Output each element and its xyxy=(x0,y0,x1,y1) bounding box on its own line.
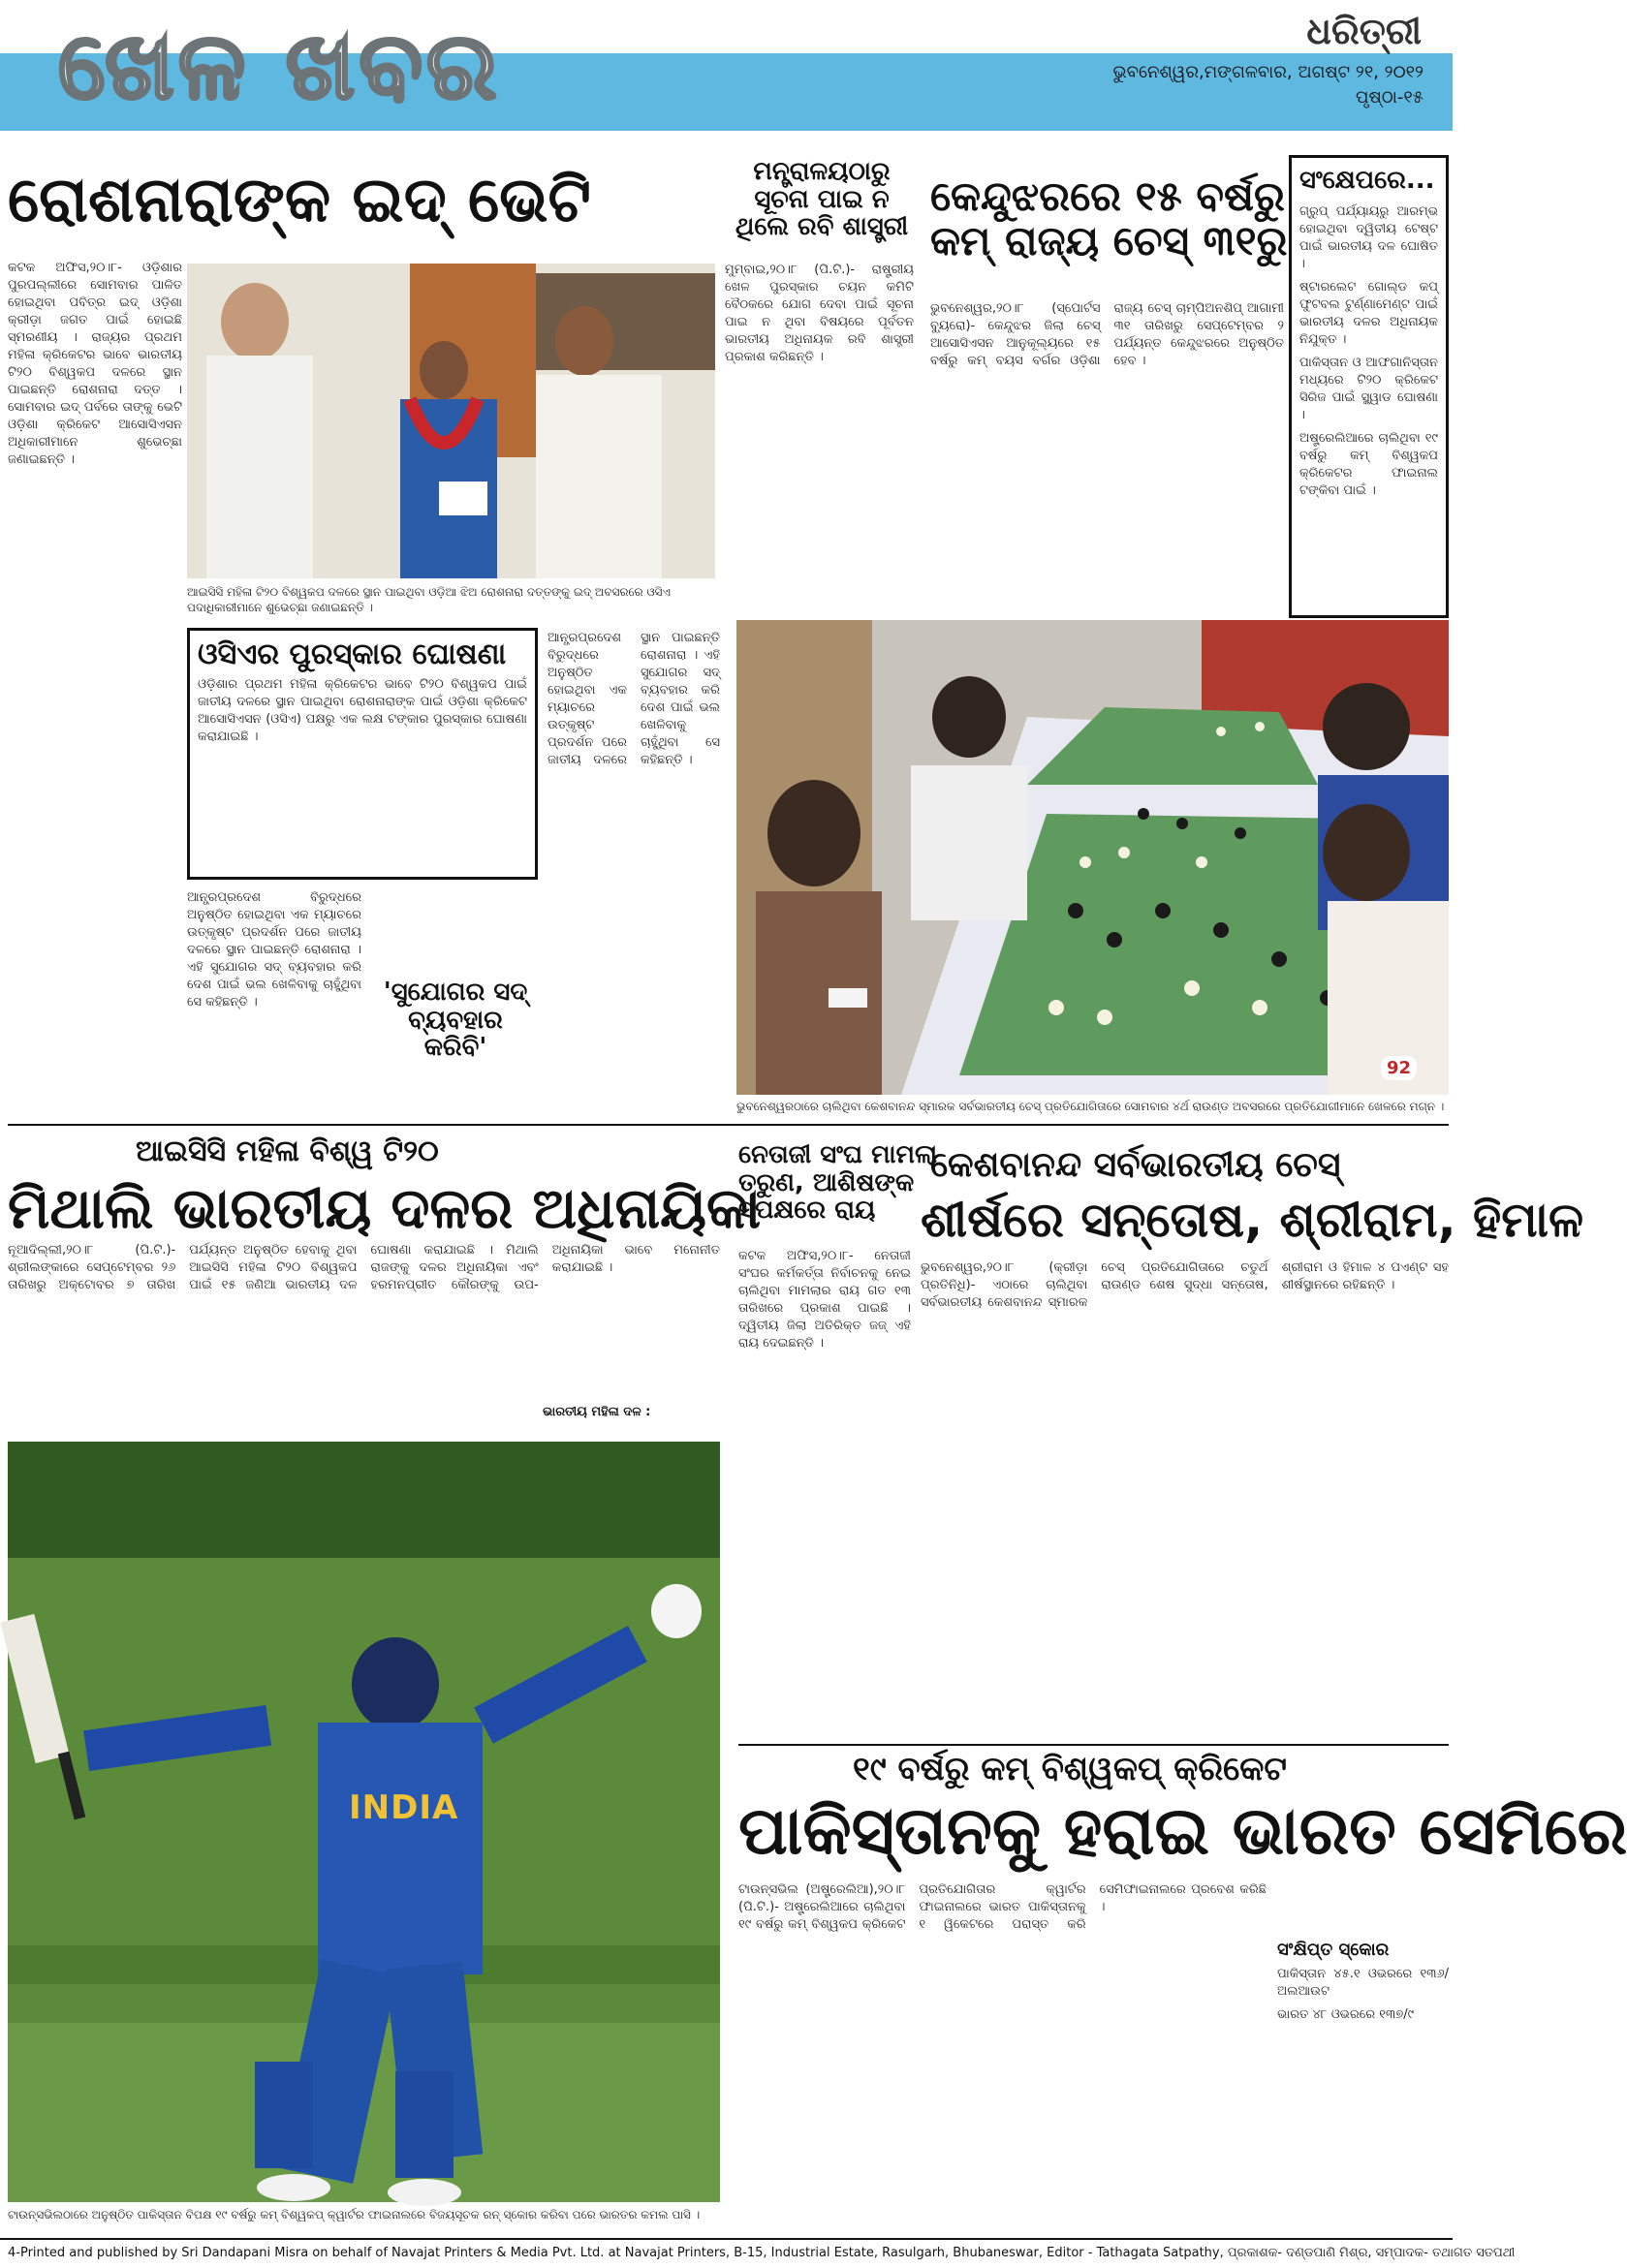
story1-headline: ରୋଶନାରାଙ୍କ ଇଦ୍ ଭେଟି xyxy=(8,165,591,236)
story7-body: ଭୁବନେଶ୍ୱର,୨୦।୮ (କ୍ରୀଡ଼ା ପ୍ରତିନିଧି)- ଏଠାରେ ଚାଲିଥିବା ସର୍ବଭାରତୀୟ କେଶବାନନ୍ଦ ସ୍ମାରକ ଚେସ୍ ପ୍ରତିଯୋଗିତାରେ ଚତୁର୍ଥ ରାଉଣ୍ଡ ଶେଷ ସୁଦ୍ଧା ସନ୍ତୋଷ, ଶ୍ରୀରାମ ଓ ହିମାଳ ୪ ପଏଣ୍ଟ ସହ ଶୀର୍ଷସ୍ଥାନରେ ରହିଛନ୍ତି । xyxy=(921,1260,1449,1310)
masthead xyxy=(0,0,1453,136)
dateline xyxy=(1113,60,1424,110)
scoreboard-box xyxy=(1277,1881,1449,2230)
brief-item: ପାକିସ୍ତାନ ଓ ଆଫଗାନିସ୍ତାନ ମଧ୍ୟରେ ଟି୨୦ କ୍ରିକେଟ ସିରିଜ ପାଇଁ ସ୍କ୍ୱାଡ ଘୋଷଣା । xyxy=(1299,356,1438,422)
cricket-photo-caption: ଟାଉନ୍ସଭିଲଠାରେ ଅନୁଷ୍ଠିତ ପାକିସ୍ତାନ ବିପକ୍ଷ ୧୯ ବର୍ଷରୁ କମ୍ ବିଶ୍ୱକପ୍ କ୍ୱାର୍ଟର ଫାଇନାଲରେ ବିଜୟସୂଚକ ରନ୍ ସ୍କୋର କରିବା ପରେ ଭାରତର କମଲ ପାସି । xyxy=(8,2208,701,2221)
story2-headline xyxy=(725,158,919,241)
brief-item: ଅଷ୍ଟ୍ରେଲିଆରେ ଚାଲିଥିବା ୧୯ ବର୍ଷରୁ କମ୍ ବିଶ୍ୱକପ କ୍ରିକେଟର ଫାଇନାଲ ଟଙ୍କିବା ପାଇଁ । xyxy=(1299,431,1438,498)
brief-title: ସଂକ୍ଷେପରେ... xyxy=(1299,166,1435,195)
story6-headline-line3: ସପକ୍ଷରେ ରାୟ xyxy=(738,1196,876,1226)
board-number-tag: 92 xyxy=(1381,1056,1417,1080)
newspaper-logo: ଧରିତ୍ରୀ xyxy=(1306,10,1422,52)
story8-headline: ପାକିସ୍ତାନକୁ ହରାଇ ଭାରତ ସେମିରେ xyxy=(738,1793,1627,1870)
story4-body: ଓଡ଼ିଶାର ପ୍ରଥମ ମହିଳା କ୍ରିକେଟର ଭାବେ ଟି୨୦ ବିଶ୍ୱକପ ପାଇଁ ଜାତୀୟ ଦଳରେ ସ୍ଥାନ ପାଇଥିବା ରୋଶନାରାଙ୍କ ପାଇଁ ଓଡ଼ିଶା କ୍ରିକେଟ ଆସୋସିଏସନ (ଓସିଏ) ପକ୍ଷରୁ ଏକ ଲକ୍ଷ ଟଙ୍କାର ପୁରସ୍କାର ଘୋଷଣା କରାଯାଇଛି । xyxy=(198,677,527,744)
brief-box xyxy=(1289,155,1449,618)
jersey-text: INDIA xyxy=(349,1788,459,1827)
story4-box xyxy=(187,628,538,880)
story4-body2: ଆନ୍ଧ୍ରପ୍ରଦେଶ ବିରୁଦ୍ଧରେ ଅନୁଷ୍ଠିତ ହୋଇଥିବା ଏକ ମ୍ୟାଚରେ ଉତ୍କୃଷ୍ଟ ପ୍ରଦର୍ଶନ ପରେ ଜାତୀୟ ଦଳରେ ସ୍ଥାନ ପାଇଛନ୍ତି ରୋଶନାରା । ଏହି ସୁଯୋଗର ସଦ୍ ବ୍ୟବହାର କରି ଦେଶ ପାଇଁ ଭଲ ଖେଳିବାକୁ ଚାହୁଁଥିବା ସେ କହିଛନ୍ତି । xyxy=(187,890,361,1010)
score-item: ଭାରତ ୪୮ ଓଭରରେ ୧୩୭/୯ xyxy=(1277,2007,1415,2022)
brief-item: ଷ୍ଟାରଲେଟ ଗୋଲ୍ଡ କପ୍ ଫୁଟବଲ ଟୁର୍ଣ୍ଣାମେଣ୍ଟ ପାଇଁ ଭାରତୀୟ ଦଳର ଅଧିନାୟକ ନିଯୁକ୍ତ । xyxy=(1299,280,1438,347)
story7-headline-line1: କେଶବାନନ୍ଦ ସର୍ବଭାରତୀୟ ଚେସ୍ xyxy=(930,1145,1341,1185)
cricketer-celebration-photo xyxy=(8,1442,720,2202)
story6-headline-line1: ନେତାଜୀ ସଂଘ ମାମଲା xyxy=(738,1140,938,1169)
story3-headline xyxy=(930,172,1288,265)
story2-headline-line3: ଥିଲେ ରବି ଶାସ୍ତ୍ରୀ xyxy=(735,212,909,242)
chess-photo-caption: ଭୁବନେଶ୍ୱରଠାରେ ଚାଲିଥିବା କେଶବାନନ୍ଦ ସ୍ମାରକ ସର୍ବଭାରତୀୟ ଚେସ୍ ପ୍ରତିଯୋଗିତାରେ ସୋମବାର ୪ର୍ଥ ରାଉଣ୍ଡ ଅବସରରେ ପ୍ରତିଯୋଗୀମାନେ ଖେଳରେ ମଗ୍ନ । xyxy=(736,1100,1445,1113)
story6-headline xyxy=(738,1140,938,1226)
story2-headline-line1: ମନ୍ତ୍ରାଳୟଠାରୁ xyxy=(753,157,891,186)
section-divider xyxy=(8,1124,1449,1126)
story6-body: କଟକ ଅଫିସ,୨୦।୮- ନେତାଜୀ ସଂଘର କର୍ମକର୍ତ୍ତା ନିର୍ବାଚନକୁ ନେଇ ଚାଲିଥିବା ମାମଲାର ରାୟ ଗତ ୧୩ ତାରିଖରେ ପ୍ରକାଶ ପାଇଛି । ଦ୍ୱିତୀୟ ଜିଲା ଅତିରିକ୍ତ ଜଜ୍ ଏହି ରାୟ ଦେଇଛନ୍ତି । xyxy=(738,1249,911,1351)
story8-kicker: ୧୯ ବର୍ଷରୁ କମ୍ ବିଶ୍ୱକପ୍ କ୍ରିକେଟ xyxy=(853,1750,1287,1788)
story1-body: କଟକ ଅଫିସ,୨୦।୮- ଓଡ଼ିଶାର ପୁରପଲ୍ଲୀରେ ସୋମବାର ପାଳିତ ହୋଇଥିବା ପବିତ୍ର ଇଦ୍ ଓଡ଼ିଶା କ୍ରୀଡ଼ା ଜଗତ ପାଇଁ ହୋଇଛି ସ୍ମରଣୀୟ । ରାଜ୍ୟର ପ୍ରଥମ ମହିଳା କ୍ରିକେଟର ଭାବେ ଭାରତୀୟ ଟି୨୦ ବିଶ୍ୱକପ ଦଳରେ ସ୍ଥାନ ପାଇଛନ୍ତି ରୋଶନାରା ଦତ୍ତ । ସୋମବାର ଇଦ୍ ପର୍ବରେ ତାଙ୍କୁ ଭେଟି ଓଡ଼ିଶା କ୍ରିକେଟ ଆସୋସିଏସନ ଅଧିକାରୀମାନେ ଶୁଭେଚ୍ଛା ଜଣାଇଛନ୍ତି । xyxy=(8,261,182,467)
story4-continued: ଆନ୍ଧ୍ରପ୍ରଦେଶ ବିରୁଦ୍ଧରେ ଅନୁଷ୍ଠିତ ହୋଇଥିବା ଏକ ମ୍ୟାଚରେ ଉତ୍କୃଷ୍ଟ ପ୍ରଦର୍ଶନ ପରେ ଜାତୀୟ ଦଳରେ ସ୍ଥାନ ପାଇଛନ୍ତି ରୋଶନାରା । ଏହି ସୁଯୋଗର ସଦ୍ ବ୍ୟବହାର କରି ଦେଶ ପାଇଁ ଭଲ ଖେଳିବାକୁ ଚାହୁଁଥିବା ସେ କହିଛନ୍ତି । xyxy=(548,631,720,767)
story3-body: ଭୁବନେଶ୍ୱର,୨୦।୮ (ସ୍ପୋର୍ଟସ ବ୍ୟୁରୋ)- କେନ୍ଦୁଝର ଜିଲା ଚେସ୍ ଆସୋସିଏସନ ଆନୁକୂଲ୍ୟରେ ୧୫ ବର୍ଷରୁ କମ୍ ବୟସ ବର୍ଗର ଓଡ଼ିଶା ରାଜ୍ୟ ଚେସ୍ ଚାମ୍ପିଅନଶିପ୍ ଆଗାମୀ ୩୧ ତାରିଖରୁ ସେପ୍ଟେମ୍ବର ୨ ପର୍ଯ୍ୟନ୍ତ କେନ୍ଦୁଝରରେ ଅନୁଷ୍ଠିତ ହେବ । xyxy=(930,301,1284,368)
date-text: ଭୁବନେଶ୍ୱର,ମଙ୍ଗଳବାର, ଅଗଷ୍ଟ ୨୧, ୨୦୧୨ xyxy=(1112,62,1424,82)
story5-headline: ମିଥାଲି ଭାରତୀୟ ଦଳର ଅଧିନାୟିକା xyxy=(8,1175,762,1241)
story5-body: ନୂଆଦିଲ୍ଲୀ,୨୦।୮ (ପି.ଟି.)- ଶ୍ରୀଲଙ୍କାରେ ସେପ୍ଟେମ୍ବର ୨୬ ତାରିଖରୁ ଅକ୍ଟୋବର ୭ ତାରିଖ ପର୍ଯ୍ୟନ୍ତ ଅନୁଷ୍ଠିତ ହେବାକୁ ଥିବା ଆଇସିସି ମହିଳା ଟି୨୦ ବିଶ୍ୱକପ ପାଇଁ ୧୫ ଜଣିଆ ଭାରତୀୟ ଦଳ ଘୋଷଣା କରାଯାଇଛି । ମିଥାଲି ରାଜଙ୍କୁ ଦଳର ଅଧିନାୟିକା ଏବଂ ହରମନପ୍ରୀତ କୌରଙ୍କୁ ଉପ-ଅଧିନାୟିକା ଭାବେ ମନୋନୀତ କରାଯାଇଛି । xyxy=(8,1243,720,1292)
story2-body: ମୁମ୍ବାଇ,୨୦।୮ (ପି.ଟି.)- ରାଷ୍ଟ୍ରୀୟ ଖେଳ ପୁରସ୍କାର ଚୟନ କମିଟି ବୈଠକରେ ଯୋଗ ଦେବା ପାଇଁ ସୂଚନା ପାଇ ନ ଥିବା ବିଷୟରେ ପୂର୍ବତନ ଭାରତୀୟ ଅଧିନାୟକ ରବି ଶାସ୍ତ୍ରୀ ପ୍ରକାଶ କରିଛନ୍ତି । xyxy=(725,263,914,364)
story8-body: ଟାଉନ୍ସଭିଲ (ଅଷ୍ଟ୍ରେଲିଆ),୨୦।୮ (ପି.ଟି.)- ଅଷ୍ଟ୍ରେଲିଆରେ ଚାଲିଥିବା ୧୯ ବର୍ଷରୁ କମ୍ ବିଶ୍ୱକପ କ୍ରିକେଟ ପ୍ରତିଯୋଗିତାର କ୍ୱାର୍ଟର ଫାଇନାଲରେ ଭାରତ ପାକିସ୍ତାନକୁ ୧ ୱିକେଟରେ ପରାସ୍ତ କରି ସେମିଫାଇନାଲରେ ପ୍ରବେଶ କରିଛି । xyxy=(738,1882,1267,1932)
section-divider xyxy=(738,1744,1449,1746)
story7-headline-line2: ଶୀର୍ଷରେ ସନ୍ତୋଷ, ଶ୍ରୀରାମ, ହିମାଳ xyxy=(921,1192,1584,1248)
story1-photo-caption: ଆଇସିସି ମହିଳା ଟି୨୦ ବିଶ୍ୱକପ ଦଳରେ ସ୍ଥାନ ପାଇଥିବା ଓଡ଼ିଆ ଝିଅ ରୋଶନାରା ଦତ୍ତଙ୍କୁ ଇଦ୍ ଅବସରରେ ଓସିଏ ପଦାଧିକାରୀମାନେ ଶୁଭେଚ୍ଛା ଜଣାଇଛନ୍ତି । xyxy=(187,585,671,614)
story4-subhead: 'ସୁଯୋଗର ସଦ୍ ବ୍ୟବହାର କରିବି' xyxy=(383,978,528,1063)
story5-team-label: ଭାରତୀୟ ମହିଳା ଦଳ : xyxy=(543,1405,651,1419)
story6-headline-line2: ତରୁଣ, ଆଶିଷଙ୍କ xyxy=(738,1167,915,1197)
story4-headline: ଓସିଏର ପୁରସ୍କାର ଘୋଷଣା xyxy=(198,637,507,671)
scoreboard-title: ସଂକ୍ଷିପ୍ତ ସ୍କୋର xyxy=(1277,1940,1390,1960)
page-number: ପୃଷ୍ଠା-୧୫ xyxy=(1356,87,1424,108)
chess-tournament-photo xyxy=(736,620,1449,1095)
story3-headline-line1: କେନ୍ଦୁଝରରେ ୧୫ ବର୍ଷରୁ xyxy=(930,172,1285,220)
section-title: ଖେଳ ଖବର xyxy=(58,12,501,120)
story5-kicker: ଆଇସିସି ମହିଳା ବିଶ୍ୱ ଟି୨୦ xyxy=(136,1134,439,1168)
story2-headline-line2: ସୂଚନା ପାଇ ନ xyxy=(754,184,890,214)
imprint-footer: 4-Printed and published by Sri Dandapani Misra on behalf of Navajat Printers & Media Pvt. Ltd. at Navajat Printers, B-15, Industrial Estate, Rasulgarh, Bhubaneswar, Editor - Tathagata Satpathy, ପ୍ରକାଶକ- ଦଣ୍ଡପାଣି ମିଶ୍ର, ସମ୍ପାଦକ- ତଥାଗତ ସତପଥୀ xyxy=(0,2238,1453,2268)
score-item: ପାକିସ୍ତାନ ୪୫.୧ ଓଭରରେ ୧୩୬/ଅଲଆଉଟ xyxy=(1277,1967,1449,1999)
brief-item: ଗ୍ରୁପ୍ ପର୍ଯ୍ୟାୟରୁ ଆରମ୍ଭ ହୋଇଥିବା ଦ୍ୱିତୀୟ ଟେଷ୍ଟ ପାଇଁ ଭାରତୀୟ ଦଳ ଘୋଷିତ । xyxy=(1299,204,1438,271)
roshnara-eid-photo xyxy=(187,264,715,578)
story3-headline-line2: କମ୍ ରାଜ୍ୟ ଚେସ୍ ୩୧ରୁ xyxy=(930,217,1288,265)
